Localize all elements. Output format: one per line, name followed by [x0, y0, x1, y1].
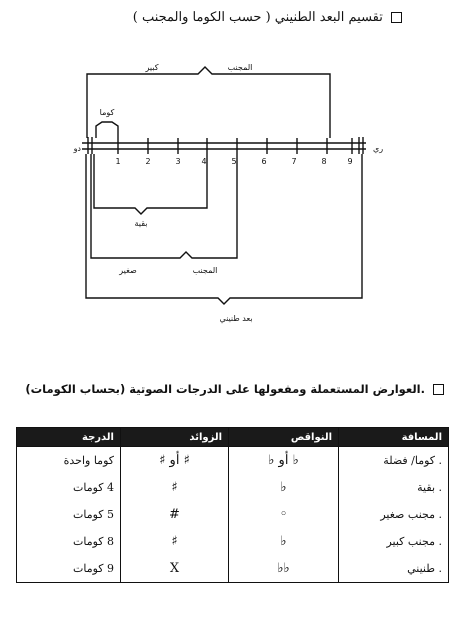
- cell-sharps: ♯: [121, 528, 229, 555]
- cell-flats: ♭: [229, 528, 339, 555]
- tick-label-2: 2: [145, 157, 151, 166]
- checkbox-icon: [391, 12, 402, 23]
- label-small: صغير: [119, 266, 137, 275]
- tick-label-3: 3: [175, 157, 181, 166]
- tick-label-9: 9: [347, 157, 353, 166]
- tick-label-1: 1: [115, 157, 121, 166]
- header-degree: الدرجة: [17, 428, 121, 447]
- label-baqiya: بقية: [134, 219, 148, 228]
- header-flats: النواقص: [229, 428, 339, 447]
- checkbox-icon: [433, 384, 444, 395]
- section-heading-division: [133, 10, 402, 25]
- label-mujannab: المجنب: [192, 266, 218, 275]
- cell-sharps: X: [121, 555, 229, 583]
- table-row: [17, 447, 449, 475]
- cell-interval: . بقية: [339, 474, 449, 501]
- table-row: [17, 501, 449, 528]
- cell-flats: ♭ أو ♭: [229, 447, 339, 475]
- tone-division-diagram: [0, 40, 464, 340]
- heading-text: تقسيم البعد الطنيني ( حسب الكوما والمجنب ): [132, 10, 383, 25]
- tick-label-7: 7: [291, 157, 297, 166]
- cell-interval: . كوما/ فضلة: [339, 447, 449, 475]
- cell-degree: كوما واحدة: [17, 447, 121, 475]
- table-row: [17, 474, 449, 501]
- tick-label-6: 6: [261, 157, 267, 166]
- cell-interval: . طنيني: [339, 555, 449, 583]
- label-re: ري: [373, 144, 384, 153]
- bracket-top-big: [87, 67, 330, 138]
- table-row: [17, 528, 449, 555]
- cell-degree: 4 كومات: [17, 474, 121, 501]
- cell-flats: ♭: [229, 474, 339, 501]
- header-interval: المسافة: [339, 428, 449, 447]
- cell-degree: 9 كومات: [17, 555, 121, 583]
- accidentals-table: [16, 427, 449, 583]
- cell-interval: . مجنب صغير: [339, 501, 449, 528]
- label-big: كبير: [145, 63, 159, 72]
- bracket-koma: [96, 122, 118, 138]
- bracket-small: [91, 154, 237, 258]
- table-header-row: [17, 428, 449, 447]
- cell-interval: . مجنب كبير: [339, 528, 449, 555]
- cell-sharps: ♯ أو ♯: [121, 447, 229, 475]
- tick-label-5: 5: [231, 157, 237, 166]
- label-koma: كوما: [99, 108, 115, 117]
- heading-text: .العوارض المستعملة ومفعولها على الدرجات الصوتية (بحساب الكومات): [25, 382, 425, 396]
- cell-degree: 8 كومات: [17, 528, 121, 555]
- label-top-mujannab: المجنب: [227, 63, 253, 72]
- section-heading-accidentals: [25, 382, 444, 396]
- cell-sharps: ♯: [121, 474, 229, 501]
- label-tanini: بعد طنيني: [219, 314, 253, 323]
- cell-degree: 5 كومات: [17, 501, 121, 528]
- bracket-tanini: [86, 154, 362, 304]
- tick-label-4: 4: [201, 157, 207, 166]
- header-sharps: الزوائد: [121, 428, 229, 447]
- table-row: [17, 555, 449, 583]
- label-do: دو: [73, 144, 81, 153]
- tick-label-8: 8: [321, 157, 327, 166]
- cell-flats: ◦: [229, 501, 339, 528]
- cell-flats: ♭♭: [229, 555, 339, 583]
- cell-sharps: #: [121, 501, 229, 528]
